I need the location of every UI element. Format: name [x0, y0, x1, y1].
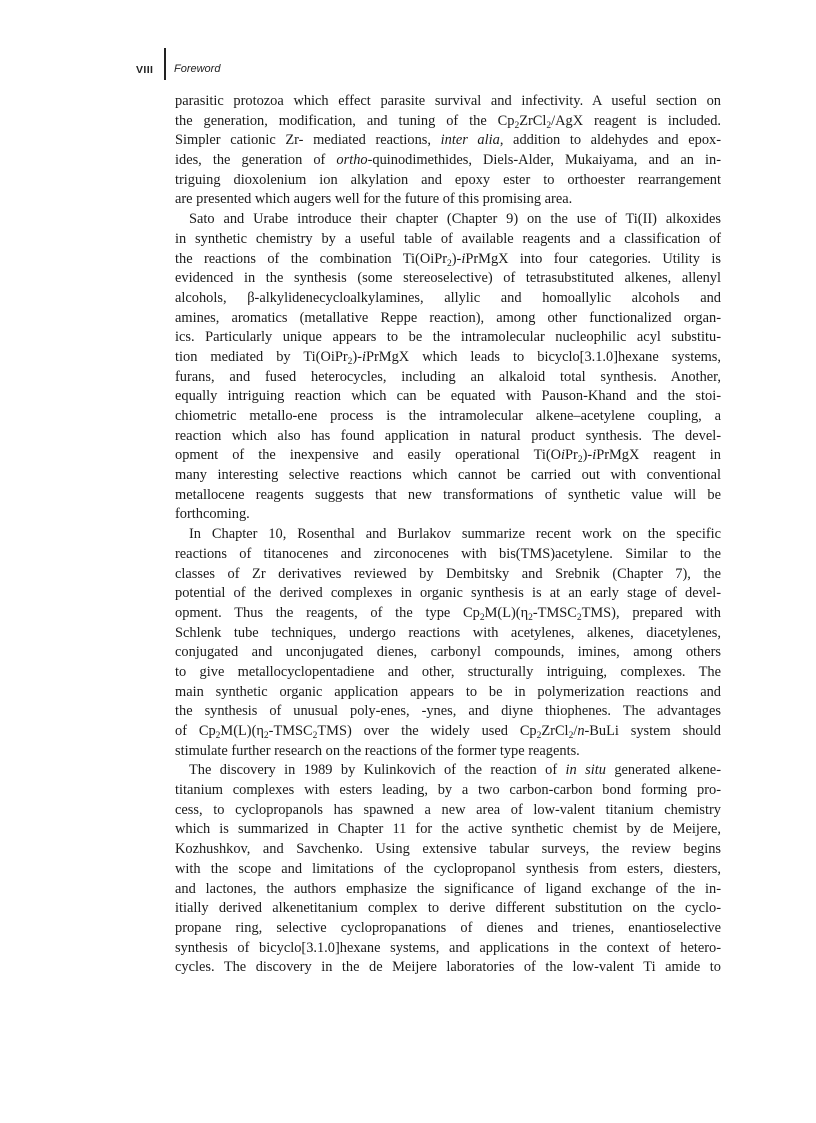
- text-line: [175, 781, 721, 801]
- text-run: TMS) over the widely used Cp: [317, 723, 537, 739]
- subscript: 2: [312, 731, 318, 741]
- text-line: [175, 880, 721, 900]
- text-run: )-: [451, 250, 462, 267]
- text-line: [175, 190, 721, 210]
- text-line: [175, 112, 721, 132]
- text-run: Schlenk tube techniques, undergo reactions with acetylenes, alkenes, diacetylenes,: [175, 624, 721, 641]
- text-run: ZrCl: [519, 112, 547, 129]
- text-run: PrMgX which leads to bicyclo[3.1.0]hexane systems,: [366, 348, 721, 365]
- italic-text: in situ: [565, 762, 606, 779]
- paragraph-first-line: [175, 525, 721, 545]
- subscript: 2: [514, 120, 520, 131]
- text-run: synthesis of bicyclo[3.1.0]hexane systems, and applications in the context of hetero-: [175, 939, 721, 956]
- text-line: [175, 348, 721, 368]
- text-run: potential of the derived complexes in organic synthesis is at an early stage of devel-: [175, 585, 721, 602]
- text-run: tion mediated by Ti(OiPr: [175, 348, 348, 365]
- text-run: equally intriguing reaction which can be equated with Pauson-Khand and the stoi-: [175, 388, 721, 405]
- subscript: 2: [576, 612, 582, 623]
- text-line: [175, 820, 721, 840]
- text-line: [175, 899, 721, 919]
- text-run: cess, to cyclopropanols has spawned a new area of low-valent titanium chemistry: [175, 801, 721, 818]
- text-run: triguing dioxolenium ion alkylation and epoxy ester to orthoester rearrangement: [175, 171, 721, 188]
- header-rule: [164, 48, 166, 80]
- text-line: [175, 328, 721, 348]
- text-run: the reactions of the combination Ti(OiPr: [175, 250, 448, 267]
- text-run: many interesting selective reactions which cannot be carried out with conventional: [175, 467, 721, 484]
- text-run: -quinodimethides, Diels-Alder, Mukaiyama, and an in-: [367, 152, 721, 169]
- subscript: 2: [447, 258, 452, 269]
- text-run: of Cp: [175, 723, 216, 739]
- text-run: -TMSC: [268, 723, 313, 739]
- text-line: [175, 624, 721, 644]
- text-run: evidenced in the synthesis (some stereoselective) of tetrasubstituted alkenes, allenyl: [175, 270, 721, 287]
- page-number: VIII: [136, 64, 154, 76]
- text-run: classes of Zr derivatives reviewed by Dembitsky and Srebnik (Chapter 7), the: [175, 565, 721, 582]
- italic-text: inter alia: [440, 132, 500, 149]
- text-line: [175, 387, 721, 407]
- text-line: [175, 446, 721, 466]
- text-line: [175, 466, 721, 486]
- text-run: ics. Particularly unique appears to be the intramolecular nucleophilic acyl substitu-: [175, 329, 721, 346]
- text-run: -TMSC: [532, 604, 577, 621]
- text-run: are presented which augers well for the future of this promising area.: [175, 191, 573, 208]
- text-run: cycles. The discovery in the de Meijere laboratories of the low-valent Ti amide to: [175, 959, 721, 976]
- text-run: -BuLi system should: [584, 723, 721, 739]
- text-run: Simpler cationic Zr- mediated reactions,: [175, 132, 441, 149]
- text-line: [175, 683, 721, 703]
- italic-text: i: [461, 250, 466, 267]
- text-line: [175, 545, 721, 565]
- text-run: M(L)(η: [484, 604, 529, 621]
- subscript: 2: [347, 356, 353, 367]
- text-run: stimulate further research on the reactions of the former type reagents.: [175, 742, 580, 759]
- running-title: Foreword: [174, 63, 221, 75]
- text-run: generated alkene-: [605, 762, 721, 779]
- text-run: furans, and fused heterocycles, including an alkaloid total synthesis. Another,: [175, 368, 721, 385]
- text-run: M(L)(η: [220, 723, 264, 739]
- text-line: [175, 505, 721, 525]
- text-line: [175, 958, 721, 978]
- text-run: titanium complexes with esters leading, by a two carbon-carbon bond forming pro-: [175, 782, 721, 799]
- subscript: 2: [568, 731, 574, 741]
- text-line: [175, 840, 721, 860]
- text-run: The discovery in 1989 by Kulinkovich of the reaction of: [189, 762, 566, 779]
- text-run: reactions of titanocenes and zirconocenes with bis(TMS)acetylene. Similar to the: [175, 545, 721, 562]
- text-line: [175, 230, 721, 250]
- subscript: 2: [577, 455, 583, 466]
- text-line: [175, 584, 721, 604]
- text-run: propane ring, selective cyclopropanations of dienes and trienes, enantioselective: [175, 919, 721, 936]
- text-line: [175, 663, 721, 683]
- text-run: parasitic protozoa which effect parasite survival and infectivity. A useful section on: [175, 93, 721, 109]
- italic-text: i: [561, 447, 566, 464]
- subscript: 2: [528, 612, 533, 623]
- text-run: ides, the generation of: [175, 152, 337, 169]
- text-run: metallocene reagents suggests that new transformations of synthetic value will be: [175, 486, 721, 503]
- italic-text: ortho: [336, 152, 368, 169]
- text-run: opment. Thus the reagents, of the type Cp: [175, 604, 480, 621]
- text-line: [175, 309, 721, 329]
- text-run: PrMgX reagent in: [596, 447, 721, 464]
- text-line: [175, 702, 721, 722]
- text-line: [175, 565, 721, 585]
- text-run: , addition to aldehydes and epox-: [499, 132, 721, 149]
- paragraph-first-line: [175, 210, 721, 230]
- text-run: /: [573, 723, 578, 739]
- text-run: and lactones, the authors emphasize the significance of ligand exchange of the in-: [175, 880, 721, 897]
- text-run: main synthetic organic application appears to be in polymerization reactions and: [175, 683, 721, 700]
- text-line: [175, 919, 721, 939]
- text-line: [175, 939, 721, 959]
- text-run: alcohols, β-alkylidenecycloalkylamines, allylic and homoallylic alcohols and: [175, 289, 721, 306]
- text-line: [175, 604, 721, 624]
- text-line: [175, 171, 721, 191]
- text-run: opment of the inexpensive and easily operational Ti(O: [175, 447, 562, 464]
- text-run: Pr: [565, 447, 578, 464]
- text-run: which is summarized in Chapter 11 for the active synthetic chemist by de Meijere,: [175, 821, 721, 838]
- text-run: /AgX reagent is included.: [551, 112, 721, 129]
- text-line: [175, 722, 721, 742]
- italic-text: i: [362, 348, 366, 365]
- text-line: [175, 92, 721, 112]
- text-line: [175, 131, 721, 151]
- text-line: [175, 368, 721, 388]
- text-line: [175, 643, 721, 663]
- subscript: 2: [546, 120, 552, 131]
- text-line: [175, 407, 721, 427]
- text-run: PrMgX into four categories. Utility is: [465, 250, 721, 267]
- text-run: Sato and Urabe introduce their chapter (Chapter 9) on the use of Ti(II) alkoxides: [189, 211, 721, 228]
- text-run: itially derived alkenetitanium complex to derive different substitution on the cyclo-: [175, 900, 721, 917]
- text-run: TMS), prepared with: [581, 604, 722, 621]
- text-run: in synthetic chemistry by a useful table of available reagents and a classification of: [175, 230, 721, 247]
- text-line: [175, 801, 721, 821]
- text-run: )-: [352, 348, 362, 365]
- text-run: )-: [582, 447, 593, 464]
- text-run: to give metallocyclopentadiene and other, structurally intriguing, complexes. The: [175, 663, 721, 680]
- paragraph-first-line: [175, 761, 721, 781]
- body-text: [175, 92, 721, 978]
- text-run: Kozhushkov, and Savchenko. Using extensive tabular surveys, the review begins: [175, 841, 721, 858]
- text-run: amines, aromatics (metallative Reppe reaction), among other functionalized organ-: [175, 309, 721, 326]
- text-line: [175, 860, 721, 880]
- text-line: [175, 427, 721, 447]
- subscript: 2: [263, 731, 269, 741]
- text-run: ZrCl: [541, 723, 569, 739]
- text-run: with the scope and limitations of the cyclopropanol synthesis from esters, diesters,: [175, 860, 721, 877]
- text-run: conjugated and unconjugated dienes, carbonyl compounds, imines, among others: [175, 644, 721, 661]
- text-run: forthcoming.: [175, 506, 250, 523]
- text-line: [175, 289, 721, 309]
- text-line: [175, 250, 721, 270]
- text-line: [175, 269, 721, 289]
- italic-text: n: [577, 723, 585, 739]
- text-run: chiometric metallo-ene process is the intramolecular alkene–acetylene coupling, a: [175, 408, 721, 424]
- text-line: [175, 486, 721, 506]
- subscript: 2: [536, 731, 542, 741]
- text-line: [175, 151, 721, 171]
- text-run: the generation, modification, and tuning of the Cp: [175, 112, 515, 129]
- text-line: [175, 742, 721, 762]
- italic-text: i: [592, 447, 597, 464]
- subscript: 2: [479, 612, 485, 623]
- subscript: 2: [215, 731, 221, 741]
- text-run: In Chapter 10, Rosenthal and Burlakov summarize recent work on the specific: [189, 526, 721, 543]
- text-run: the synthesis of unusual poly-enes, -ynes, and diyne thiophenes. The advantages: [175, 703, 721, 720]
- text-run: reaction which also has found application in natural product synthesis. The devel-: [175, 427, 721, 444]
